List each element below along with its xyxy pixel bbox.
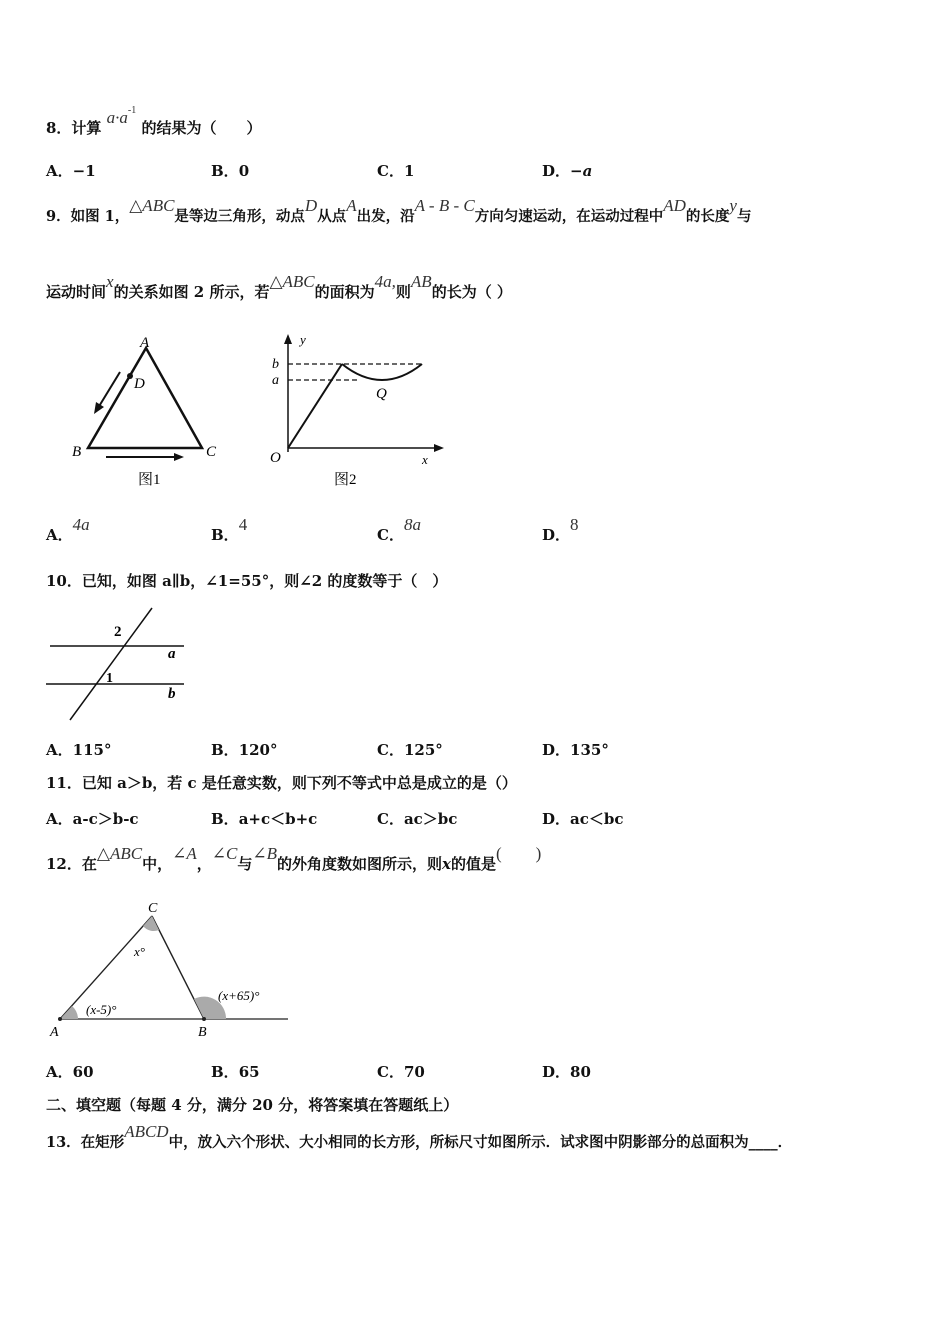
q8-option-c-label: C． [377, 162, 404, 180]
q10-option-d[interactable] [542, 739, 609, 760]
label-a: a [272, 373, 279, 388]
label-a: A [50, 1025, 59, 1040]
q9-text: 的长度 [685, 208, 730, 225]
q10-option-c[interactable] [377, 739, 443, 760]
angle-c-arc [143, 916, 159, 931]
q9-math: △ABC [269, 272, 315, 291]
q10-text: 10．已知，如图 a∥b，∠1=55°，则∠2 的度数等于（ ） [46, 572, 448, 590]
angle-c-label: x° [134, 944, 145, 959]
arrowhead-ab [94, 402, 104, 414]
q12-option-c-value: 70 [403, 1063, 425, 1081]
q9-option-b[interactable] [211, 515, 248, 545]
q8-option-a-label: A． [46, 162, 73, 180]
label-b: b [168, 686, 176, 702]
q8-option-c-value: 1 [403, 162, 415, 180]
q12-text: 中， [142, 855, 173, 873]
q9-option-b-value: 4 [238, 515, 248, 534]
q8-option-a[interactable] [46, 160, 96, 181]
q9-option-d-label: D． [542, 526, 571, 544]
q12-math: ∠B [252, 844, 277, 863]
label-o: O [270, 450, 281, 466]
q13-stem [46, 1122, 793, 1153]
q9-option-a-value: 4a [72, 515, 90, 534]
section-2-title [46, 1095, 458, 1115]
q12-option-a[interactable] [46, 1061, 94, 1082]
q11-option-c-label: C． [377, 810, 404, 828]
q12-answer-blank[interactable]: ( ) [495, 844, 542, 863]
q9-option-c-value: 8a [403, 515, 421, 534]
q12-math: ∠C [211, 844, 238, 863]
label-a: A [140, 335, 150, 351]
q12-figure [44, 896, 304, 1046]
q13-text: 13．在矩形 [46, 1134, 125, 1151]
q8-stem [46, 105, 262, 138]
q9-option-a[interactable] [46, 515, 90, 545]
angle-2-label: 2 [114, 624, 122, 640]
q8-tail: 的结果为（ ） [141, 119, 262, 137]
q9-figure-1 [60, 330, 240, 495]
q8-expr-exp: -1 [127, 105, 137, 116]
label-x: x [422, 452, 428, 467]
q10-option-a-label: A． [46, 741, 73, 759]
q9-text: 是等边三角形，动点 [174, 208, 305, 225]
q8-option-d[interactable] [542, 160, 592, 181]
q8-option-a-value: −1 [72, 162, 96, 180]
x-axis-arrow [434, 444, 444, 452]
q11-option-d-value: ac＜bc [570, 810, 624, 828]
q10-option-b-value: 120° [238, 741, 278, 759]
q9-text: 则 [395, 283, 411, 301]
label-b: B [72, 444, 82, 460]
q9-option-c[interactable] [377, 515, 421, 545]
q9-math: AD [663, 196, 686, 215]
q8-expr-base: a [106, 108, 116, 127]
q9-option-c-label: C． [377, 526, 404, 544]
q9-figure-2 [262, 330, 452, 495]
q11-text: 11．已知 a＞b，若 c 是任意实数，则下列不等式中总是成立的是（） [46, 774, 517, 792]
q9-text: 与 [736, 208, 752, 225]
q12-math: △ABC [96, 844, 143, 863]
arrowhead-bc [174, 453, 184, 461]
q11-option-b-label: B． [211, 810, 239, 828]
q9-math: △ABC [129, 196, 175, 215]
q12-math: ∠A [172, 844, 197, 863]
q10-figure [44, 604, 194, 724]
label-c: C [206, 444, 217, 460]
q8-option-b-value: 0 [238, 162, 250, 180]
section-2-title-text: 二、填空题（每题 4 分，满分 20 分，将答案填在答题纸上） [46, 1096, 459, 1114]
q8-option-c[interactable] [377, 160, 414, 181]
q9-text: 的长为（ ） [431, 283, 512, 301]
q12-text: ， [196, 855, 212, 873]
q9-text: 9．如图 1， [46, 208, 130, 225]
point-a [58, 1017, 62, 1021]
figure-caption: 图1 [138, 472, 161, 488]
q12-option-c[interactable] [377, 1061, 425, 1082]
q9-math: A [346, 196, 357, 215]
angle-1-label: 1 [106, 671, 113, 686]
q8-number: 8．计算 [46, 119, 102, 137]
q10-option-c-value: 125° [403, 741, 443, 759]
q12-text: 12．在 [46, 855, 97, 873]
q9-math: 4a, [374, 272, 396, 291]
q9-option-a-label: A． [46, 526, 73, 544]
q9-text: 从点 [317, 208, 347, 225]
q9-math: x [106, 272, 114, 291]
label-a: a [168, 646, 176, 662]
arrow-ab [98, 372, 120, 408]
q9-math: y [729, 196, 737, 215]
q10-option-a[interactable] [46, 739, 111, 760]
y-axis-arrow [284, 334, 292, 344]
q11-option-c[interactable] [377, 808, 457, 829]
q12-option-b[interactable] [211, 1061, 260, 1082]
q10-option-c-label: C． [377, 741, 404, 759]
q10-option-d-label: D． [542, 741, 571, 759]
q12-option-d-value: 80 [570, 1063, 591, 1081]
label-b: b [272, 357, 279, 372]
q13-text: 中，放入六个形状、大小相同的长方形，所标尺寸如图所示．试求图中阴影部分的总面积为____． [168, 1134, 793, 1151]
q8-option-b[interactable] [211, 160, 249, 181]
q12-option-b-label: B． [211, 1063, 239, 1081]
q9-text: 的面积为 [314, 283, 375, 301]
q9-math: AB [410, 272, 432, 291]
q8-option-d-label: D． [542, 162, 571, 180]
q11-option-a-value: a-c＞b-c [72, 810, 139, 828]
q9-option-d[interactable] [542, 515, 579, 545]
q10-option-a-value: 115° [72, 741, 112, 759]
q11-option-c-value: ac＞bc [403, 810, 458, 828]
q8-expr-dot: ·a [115, 108, 128, 127]
transversal [70, 608, 152, 720]
q8-option-b-label: B． [211, 162, 239, 180]
q12-text: 与 [237, 855, 253, 873]
label-d: D [134, 376, 145, 392]
point-b [202, 1017, 206, 1021]
q9-text: 方向匀速运动，在运动过程中 [474, 208, 664, 225]
q10-option-b[interactable] [211, 739, 278, 760]
q10-option-d-value: 135° [570, 741, 609, 759]
q12-option-c-label: C． [377, 1063, 404, 1081]
label-b: B [198, 1025, 207, 1040]
q12-option-a-value: 60 [72, 1063, 94, 1081]
q8-option-d-value: −a [570, 162, 593, 180]
q9-stem-line1 [46, 196, 752, 227]
q11-option-a-label: A． [46, 810, 73, 828]
q11-option-d-label: D． [542, 810, 571, 828]
label-q: Q [376, 386, 387, 402]
q9-text: 运动时间 [46, 283, 107, 301]
q11-option-b-value: a+c＜b+c [238, 810, 318, 828]
graph-curve [342, 364, 422, 380]
q11-option-a[interactable] [46, 808, 139, 829]
q9-stem-line2 [46, 272, 512, 302]
figure-caption: 图2 [334, 472, 357, 488]
label-c: C [148, 901, 158, 916]
q9-option-d-value: 8 [570, 515, 579, 534]
q11-option-b[interactable] [211, 808, 317, 829]
side-cb [152, 916, 204, 1019]
graph-rise [288, 364, 342, 448]
q9-text: 的关系如图 2 所示，若 [113, 283, 270, 301]
q12-stem [46, 844, 542, 874]
q10-option-b-label: B． [211, 741, 239, 759]
q12-text: 的值是 [450, 855, 496, 873]
q11-option-d[interactable] [542, 808, 624, 829]
q10-stem [46, 571, 447, 591]
q12-var-x: x [442, 855, 451, 873]
q12-option-d[interactable] [542, 1061, 591, 1082]
q12-option-a-label: A． [46, 1063, 73, 1081]
angle-b-label: (x+65)° [218, 988, 260, 1003]
q11-stem [46, 773, 517, 793]
q9-math: D [304, 196, 318, 215]
label-y: y [300, 332, 306, 347]
q12-option-b-value: 65 [238, 1063, 260, 1081]
q12-text: 的外角度数如图所示，则 [276, 855, 442, 873]
q9-math: A - B - C [414, 196, 475, 215]
q9-text: 出发，沿 [356, 208, 415, 225]
angle-a-label: (x-5)° [86, 1002, 117, 1017]
q9-option-b-label: B． [211, 526, 239, 544]
q13-math: ABCD [124, 1122, 169, 1141]
point-d [127, 373, 133, 379]
q12-option-d-label: D． [542, 1063, 571, 1081]
